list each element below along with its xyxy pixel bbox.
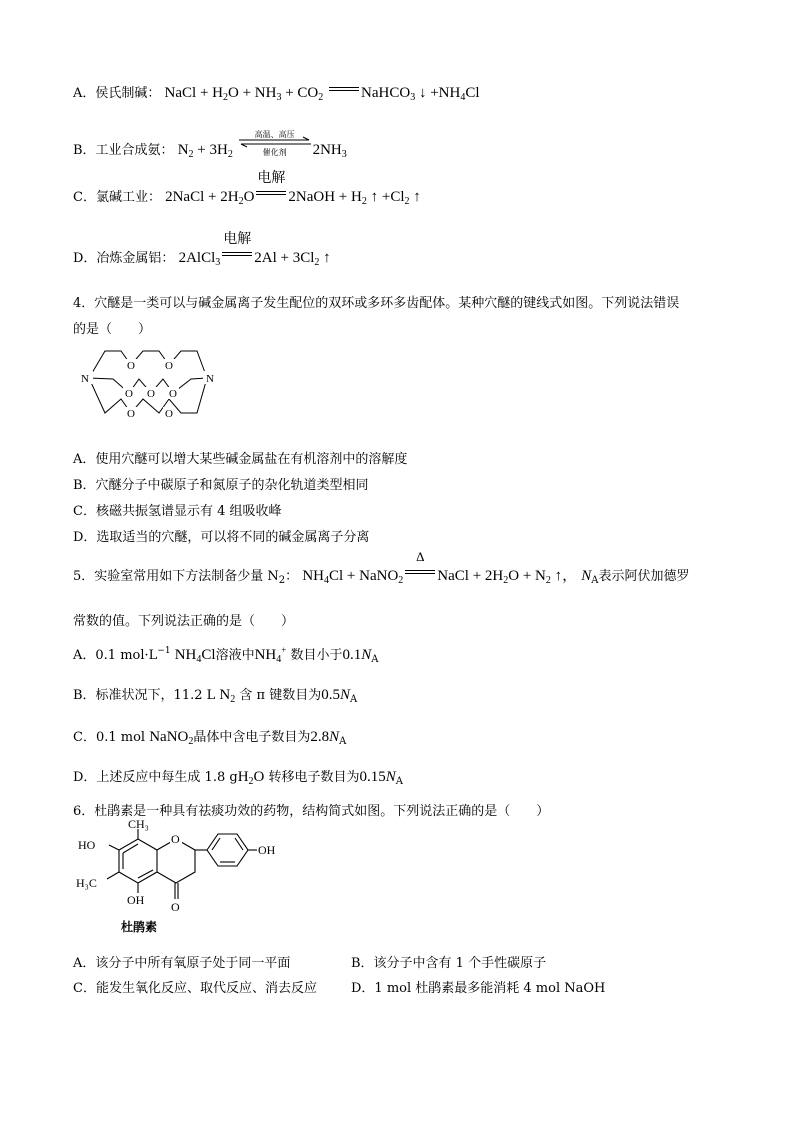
q5-equation: $NH_4Cl$ + NaNO$_2$ Δ NaCl + $2H_2O + N_2$ ↑， xyxy=(302,549,578,586)
oxygen-atom: O xyxy=(165,408,173,420)
equals-sign: 电解 xyxy=(220,249,254,261)
hydroxyl-label: OH xyxy=(258,843,276,857)
rhododendrin-structure xyxy=(73,817,283,945)
q4-option-b: B．穴醚分子中碳原子和氮原子的杂化轨道类型相同 xyxy=(73,478,369,493)
q5-stem-line1: 5．实验室常用如下方法制备少量 $N_2$： $NH_4Cl$ + NaNO$_2$ Δ NaCl + $2H_2O + N_2$ ↑， $N_A$表示阿伏加德罗 xyxy=(73,549,690,586)
q5-stem-line2: 常数的值。下列说法正确的是（ ） xyxy=(73,614,295,629)
q3-option-d: D．冶炼金属铝： 2AlCl$_3$ 电解 $2Al + 3Cl_2$ ↑ xyxy=(73,232,331,268)
reversible-arrow-icon: 高温、高压 催化剂 xyxy=(237,134,313,156)
methyl-label: CH₃ xyxy=(128,817,149,831)
q3-option-b: B．工业合成氨： $N_2 + 3H_2$ 高温、高压 催化剂 $2NH_3$ xyxy=(73,130,347,160)
carbonyl-oxygen-label: O xyxy=(171,900,180,914)
equals-sign: 电解 xyxy=(254,188,288,200)
q3-a-equation: NaCl + $H_2O + NH_3 + CO_2$ NaHCO$_3$ ↓ $+NH_4Cl$ xyxy=(164,85,480,103)
q5-option-d: D．上述反应中每生成 1.8 $gH_2O$ 转移电子数目为$0.15N_A$ xyxy=(73,769,404,787)
compound-name: 杜鹃素 xyxy=(121,920,158,934)
equals-sign: Δ xyxy=(403,567,437,579)
q6-option-d: D．1 mol 杜鹃素最多能消耗 4 mol NaOH xyxy=(351,981,606,996)
q5-option-a: A．0.1 $mol\cdot L^{-1}$ $NH_4Cl$溶液中$NH_4^+$ 数目小于$0.1N_A$ xyxy=(73,645,379,665)
q4-stem-line1: 4．穴醚是一类可以与碱金属离子发生配位的双环或多环多齿配体。某种穴醚的键线式如图。下列说法错误 xyxy=(73,296,680,311)
cryptand-structure xyxy=(73,343,233,428)
equals-sign xyxy=(327,84,361,96)
hydroxyl-label: HO xyxy=(78,838,96,852)
q6-option-b: B．该分子中含有 1 个手性碳原子 xyxy=(351,956,547,971)
q3-option-a: A．侯氏制碱： NaCl + $H_2O + NH_3 + CO_2$ NaHCO$_3$ ↓ $+NH_4Cl$ xyxy=(73,85,480,103)
q3-option-c: C．氯碱工业： 2NaCl + $2H_2O$ 电解 2NaOH + $H_2$ ↑ $+Cl_2$ ↑ xyxy=(73,171,421,207)
oxygen-atom: O xyxy=(127,408,135,420)
oxygen-atom: O xyxy=(169,388,177,400)
q3-d-equation: 2AlCl$_3$ 电解 $2Al + 3Cl_2$ ↑ xyxy=(178,232,331,268)
oxygen-atom: O xyxy=(165,360,173,372)
ring-oxygen-label: O xyxy=(171,832,180,846)
nitrogen-atom-left: N xyxy=(81,373,89,385)
oxygen-atom: O xyxy=(127,360,135,372)
oxygen-atom: O xyxy=(125,388,133,400)
q3-b-equation: $N_2 + 3H_2$ 高温、高压 催化剂 $2NH_3$ xyxy=(177,130,347,160)
q6-option-c: C．能发生氧化反应、取代反应、消去反应 xyxy=(73,981,317,996)
q5-option-c: C．0.1 mol NaNO$_2$晶体中含电子数目为$2.8N_A$ xyxy=(73,729,347,747)
q6-stem: 6．杜鹃素是一种具有祛痰功效的药物，结构简式如图。下列说法正确的是（ ） xyxy=(73,804,550,819)
q4-option-a: A．使用穴醚可以增大某些碱金属盐在有机溶剂中的溶解度 xyxy=(73,452,408,467)
q4-option-c: C．核磁共振氢谱显示有 4 组吸收峰 xyxy=(73,504,282,519)
q5-option-b: B．标准状况下，11.2 L $N_2$ 含 π 键数目为$0.5N_A$ xyxy=(73,687,358,705)
nitrogen-atom-right: N xyxy=(206,373,214,385)
methyl-label: H₃C xyxy=(76,876,97,890)
q3-c-equation: 2NaCl + $2H_2O$ 电解 2NaOH + $H_2$ ↑ $+Cl_2$ ↑ xyxy=(165,171,421,207)
q4-option-d: D．选取适当的穴醚，可以将不同的碱金属离子分离 xyxy=(73,530,370,545)
oxygen-atom: O xyxy=(147,388,155,400)
q6-option-a: A．该分子中所有氧原子处于同一平面 xyxy=(73,956,291,971)
q4-stem-line2: 的是（ ） xyxy=(73,322,152,337)
hydroxyl-label: OH xyxy=(127,893,145,907)
